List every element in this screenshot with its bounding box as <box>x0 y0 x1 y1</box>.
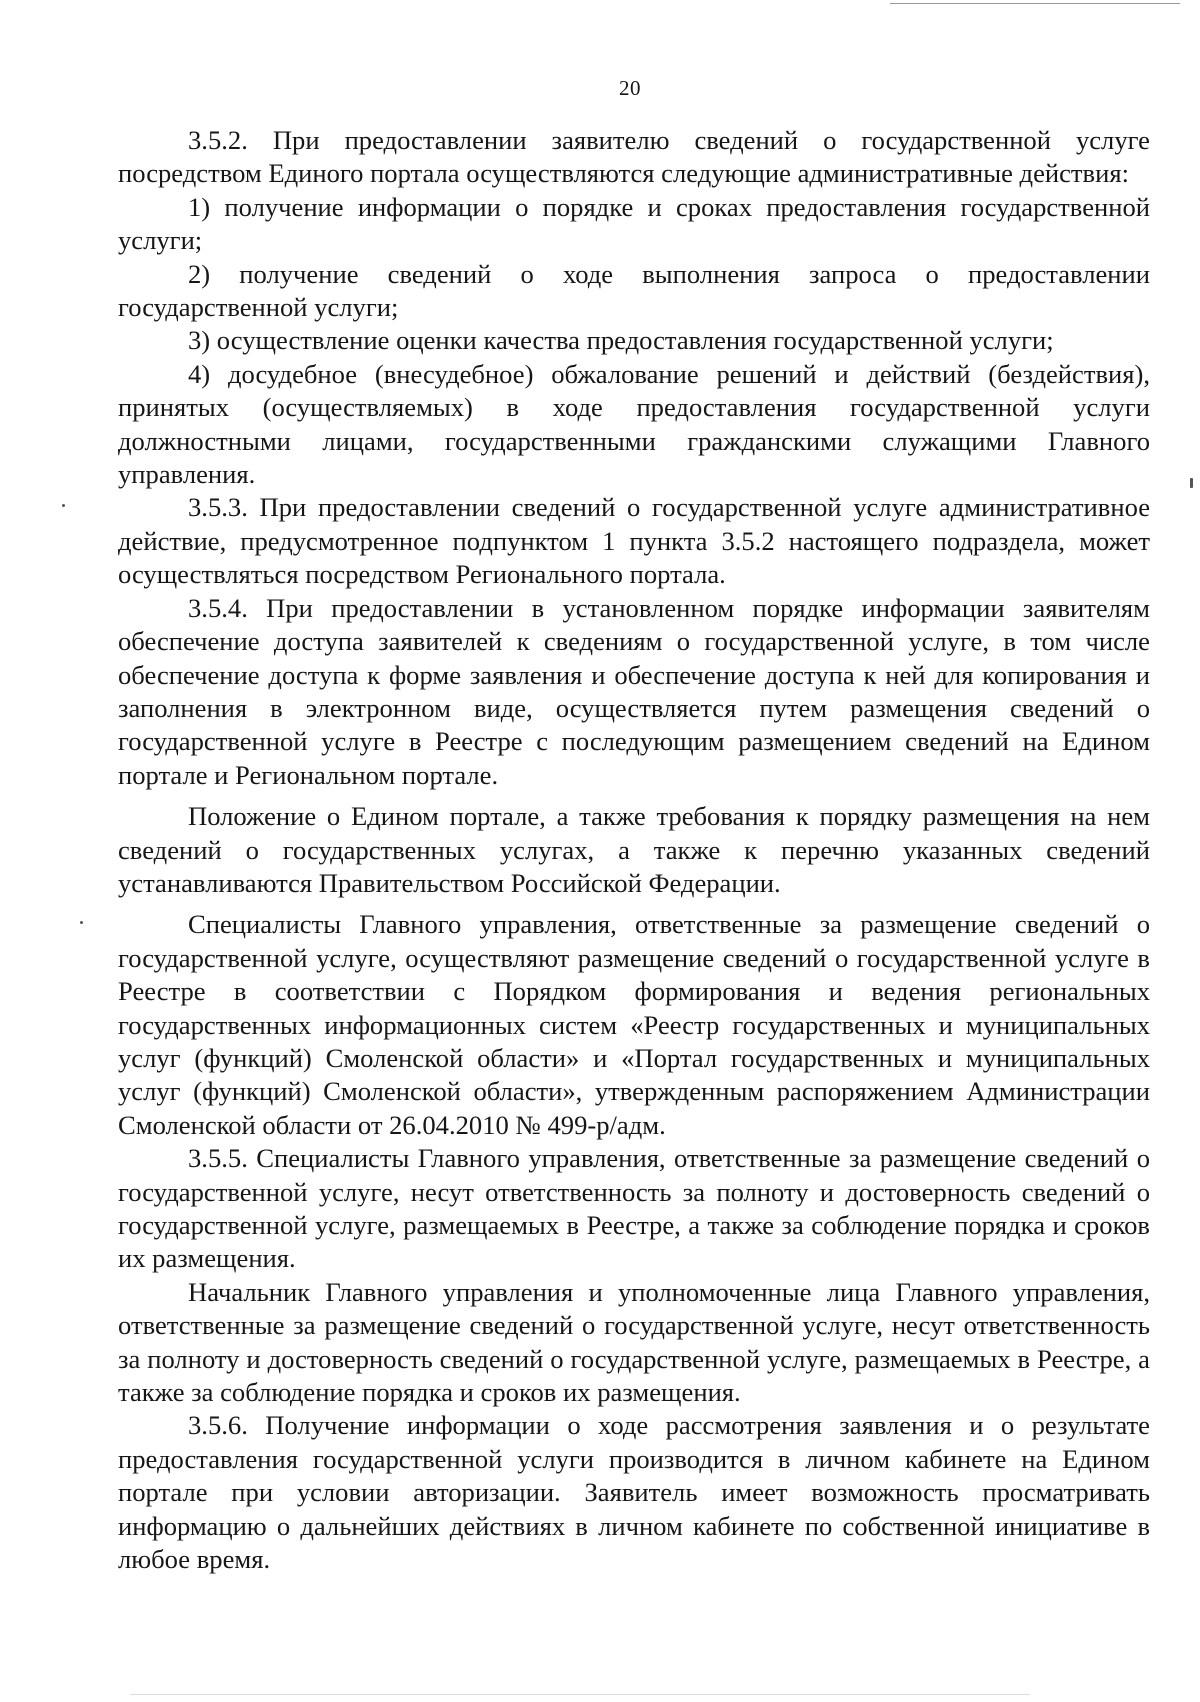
scan-artifact-top <box>890 3 1180 4</box>
paragraph-3-5-2: 3.5.2. При предоставлении заявителю сведений о государственной услуге посредством Единого портала осуществляются следующие административные действия: <box>118 125 1150 189</box>
paragraph-portal-regulation: Положение о Едином портале, а также требования к порядку размещения на нем сведений о государственных услугах, а также к перечню указанных сведений устанавливаются Правительством Российской Федерации. <box>118 801 1150 898</box>
list-item-1: 1) получение информации о порядке и сроках предоставления государственной услуги; <box>118 191 1150 256</box>
document-body <box>118 124 1150 1576</box>
page-number: 20 <box>619 76 641 100</box>
paragraph-3-5-6: 3.5.6. Получение информации о ходе рассмотрения заявления и о результате предоставления государственной услуги производится в личном кабинете на Едином портале при условии авторизации. Заявитель имеет возможность просматривать информацию о дальнейших действиях в личном кабинете по собственной инициативе в любое время. <box>118 1410 1150 1575</box>
paragraph-3-5-4: 3.5.4. При предоставлении в установленном порядке информации заявителям обеспечение доступа заявителей к сведениям о государственной услуге, в том числе обеспечение доступа к форме заявления и обеспечение доступа к ней для копирования и заполнения в электронном виде, осуществляется путем размещения сведений о государственной услуге в Реестре с последующим размещением сведений на Едином портале и Региональном портале. <box>118 592 1150 790</box>
list-item-3: 3) осуществление оценки качества предоставления государственной услуги; <box>188 325 1054 356</box>
scan-artifact-dot <box>1190 478 1193 488</box>
paragraph-head-responsibility: Начальник Главного управления и уполномоченные лица Главного управления, ответственные за размещение сведений о государственной услуге, несут ответственность за полноту и достоверность сведений о государственной услуге, размещаемых в Реестре, а также за соблюдение порядка и сроков их размещения. <box>118 1276 1150 1408</box>
scan-artifact-dot <box>62 504 65 507</box>
scan-artifact-bottom <box>130 1694 1030 1695</box>
list-item-4: 4) досудебное (внесудебное) обжалование решений и действий (бездействия), принятых (осуществляемых) в ходе предоставления государственной услуги должностными лицами, государственными гражданскими служащими Главного управления. <box>118 358 1150 490</box>
paragraph-3-5-3: 3.5.3. При предоставлении сведений о государственной услуге административное действие, предусмотренное подпунктом 1 пункта 3.5.2 настоящего подраздела, может осуществляться посредством Регионального портала. <box>118 492 1150 590</box>
scan-artifact-dot <box>80 921 83 924</box>
paragraph-3-5-5: 3.5.5. Специалисты Главного управления, ответственные за размещение сведений о государственной услуге, несут ответственность за полноту и достоверность сведений о государственной услуге, размещаемых в Реестре, а также за соблюдение порядка и сроков их размещения. <box>118 1143 1150 1274</box>
list-item-2: 2) получение сведений о ходе выполнения запроса о предоставлении государственной услуги; <box>118 258 1150 323</box>
paragraph-specialists-registry: Специалисты Главного управления, ответственные за размещение сведений о государственной услуге, осуществляют размещение сведений о государственной услуге в Реестре в соответствии с Порядком формирования и ведения региональных государственных информационных систем «Реестр государственных и муниципальных услуг (функций) Смоленской области» и «Портал государственных и муниципальных услуг (функций) Смоленской области», утвержденным распоряжением Администрации Смоленской области от 26.04.2010 № 499-р/адм. <box>118 909 1150 1140</box>
